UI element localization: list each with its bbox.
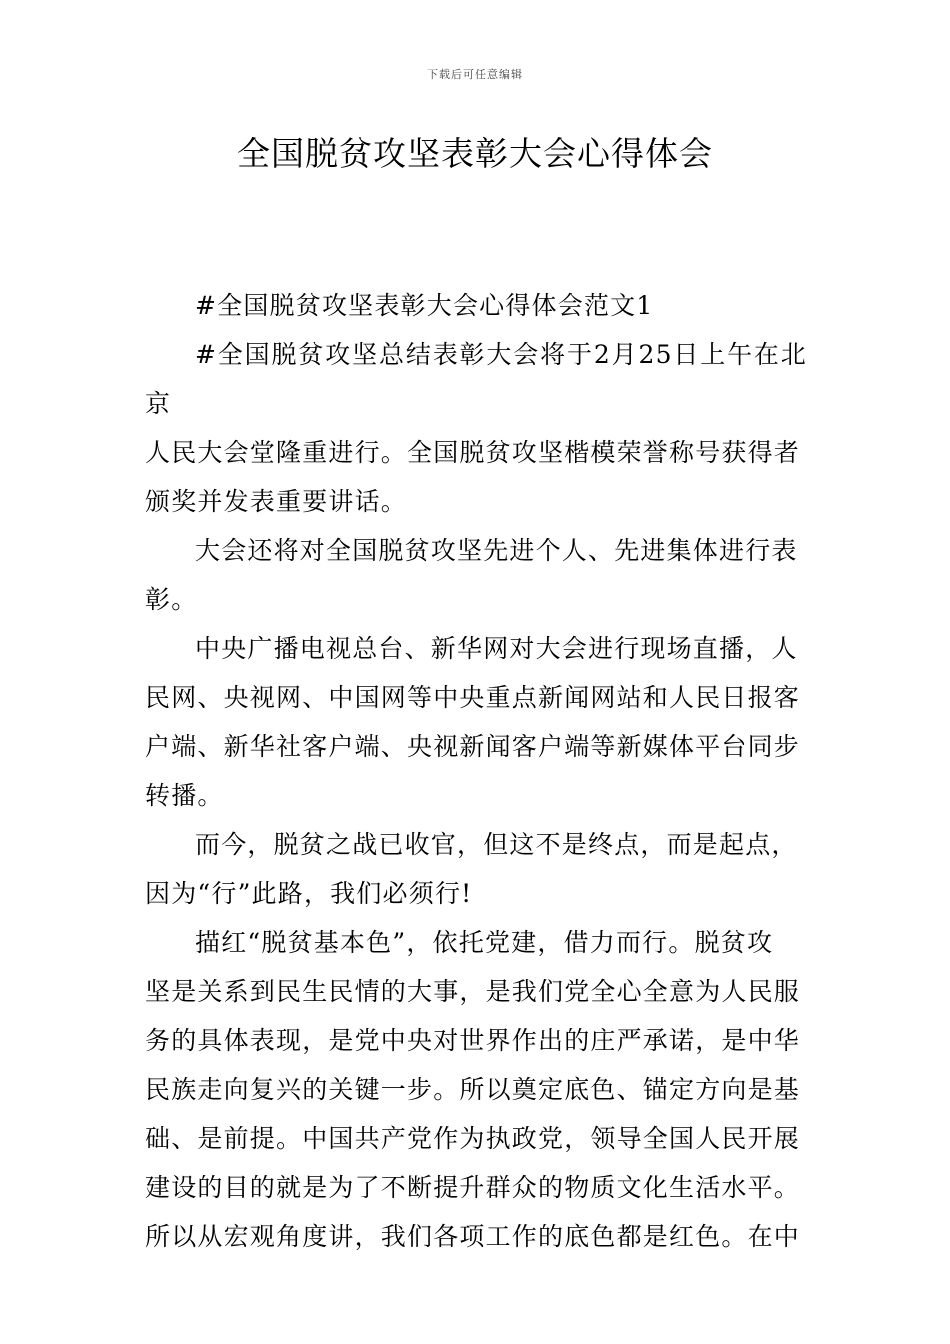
paragraph-starting-point: 而今，脱贫之战已收官，但这不是终点，而是起点， 因为“行”此路，我们必须行!	[145, 830, 798, 908]
paragraph-conference-announcement: #全国脱贫攻坚总结表彰大会将于2月25日上午在北京 人民大会堂隆重进行。全国脱贫攻坚楷模荣誉称号获得者 颁奖并发表重要讲话。	[145, 340, 807, 516]
paragraph-red-foundation: 描红“脱贫基本色”，依托党建，借力而行。脱贫攻 坚是关系到民生民情的大事，是我们党全心全意为人民服 务的具体表现，是党中央对世界作出的庄严承诺，是中华 民族走向复兴的关键一步。所以奠定底色、锚定方向是基 础、是前提。中国共产党作为执政党，领导全国人民开展 建设的目的就是为了不断提升群众的物质文化生活水平。 所以从宏观角度讲，我们各项工作的底色都是红色。在中	[145, 928, 801, 1251]
header-note: 下载后可任意编辑	[427, 68, 523, 81]
paragraph-commendation: 大会还将对全国脱贫攻坚先进个人、先进集体进行表 彰。	[145, 536, 798, 614]
paragraph-subtitle: #全国脱贫攻坚表彰大会心得体会范文1	[195, 291, 654, 320]
document-title: 全国脱贫攻坚表彰大会心得体会	[237, 134, 713, 173]
document-body	[145, 281, 807, 1261]
paragraph-broadcast: 中央广播电视总台、新华网对大会进行现场直播，人 民网、央视网、中国网等中央重点新闻网站和人民日报客 户端、新华社客户端、央视新闻客户端等新媒体平台同步 转播。	[145, 634, 801, 810]
